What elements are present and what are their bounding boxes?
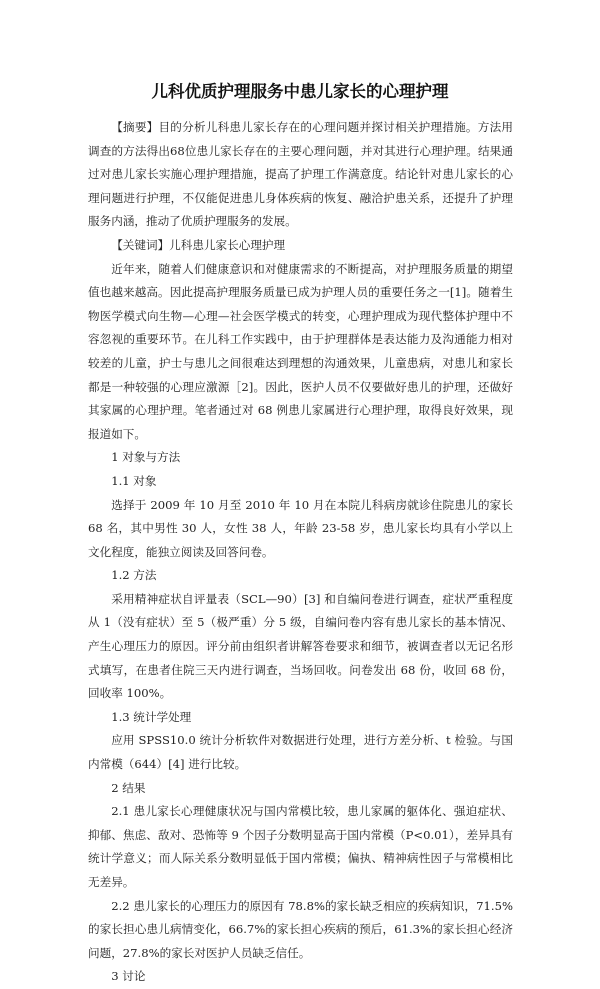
subsection-heading: 1.2 方法 xyxy=(111,568,157,583)
results-paragraph: 2.1 患儿家长心理健康状况与国内常模比较，患儿家属的躯体化、强迫症状、抑郁、焦虑、敌对、恐怖等 9 个因子分数明显高于国内常模（P<0.01），差异具有统计学意义；而人际关系分数明显低于国内常模；偏执、精神病性因子与常模相比无差异。 xyxy=(88,804,513,889)
statistics-paragraph: 应用 SPSS10.0 统计分析软件对数据进行处理，进行方差分析、t 检验。与国内常模（644）[4] 进行比较。 xyxy=(88,733,513,772)
section-heading: 3 讨论 xyxy=(111,969,146,984)
introduction-paragraph: 近年来，随着人们健康意识和对健康需求的不断提高，对护理服务质量的期望值也越来越高。因此提高护理服务质量已成为护理人员的重要任务之一[1]。随着生物医学模式向生物—心理—社会医学模式的转变，心理护理成为现代整体护理中不容忽视的重要环节。在儿科工作实践中，由于护理群体是表达能力及沟通能力相对较差的儿童，护士与患儿之间很难达到理想的沟通效果，儿童患病，对患儿和家长都是一种较强的心理应激源［2]。因此，医护人员不仅要做好患儿的护理，还做好其家属的心理护理。笔者通过对 68 例患儿家属进行心理护理，取得良好效果，现报道如下。 xyxy=(88,261,513,441)
document-body xyxy=(88,116,513,989)
methods-paragraph: 采用精神症状自评量表（SCL—90）[3] 和自编问卷进行调查，症状严重程度从 1（没有症状）至 5（极严重）分 5 级，自编问卷内容有患儿家长的基本情况、产生心理压力的原因。评分前由组织者讲解答卷要求和细节，被调查者以无记名形式填写，在患者住院三天内进行调查，当场回收。问卷发出 68 份，收回 68 份，回收率 100%。 xyxy=(88,591,513,701)
abstract: 【摘要】目的分析儿科患儿家长存在的心理问题并探讨相关护理措施。方法用调查的方法得出68位患儿家长存在的主要心理问题，并对其进行心理护理。结果通过对患儿家长实施心理护理措施，提高了护理工作满意度。结论针对患儿家长的心理问题进行护理，不仅能促进患儿身体疾病的恢复、融洽护患关系，还提升了护理服务内涵，推动了优质护理服务的发展。 xyxy=(88,120,513,229)
subsection-heading: 1.3 统计学处理 xyxy=(111,709,192,724)
subsection-heading: 1.1 对象 xyxy=(111,473,157,488)
section-heading: 2 结果 xyxy=(111,780,146,795)
results-paragraph: 2.2 患儿家长的心理压力的原因有 78.8%的家长缺乏相应的疾病知识，71.5%的家长担心患儿病情变化，66.7%的家长担心疾病的预后，61.3%的家长担心经济问题，27.8%的家长对医护人员缺乏信任。 xyxy=(88,898,513,960)
document-title: 儿科优质护理服务中患儿家长的心理护理 xyxy=(151,82,449,101)
section-heading: 1 对象与方法 xyxy=(111,450,181,465)
keywords: 【关键词】儿科患儿家长心理护理 xyxy=(111,237,286,252)
subjects-paragraph: 选择于 2009 年 10 月至 2010 年 10 月在本院儿科病房就诊住院患儿的家长 68 名，其中男性 30 人，女性 38 人，年龄 23-58 岁，患儿家长均具有小学以上文化程度，能独立阅读及回答问卷。 xyxy=(88,497,513,559)
